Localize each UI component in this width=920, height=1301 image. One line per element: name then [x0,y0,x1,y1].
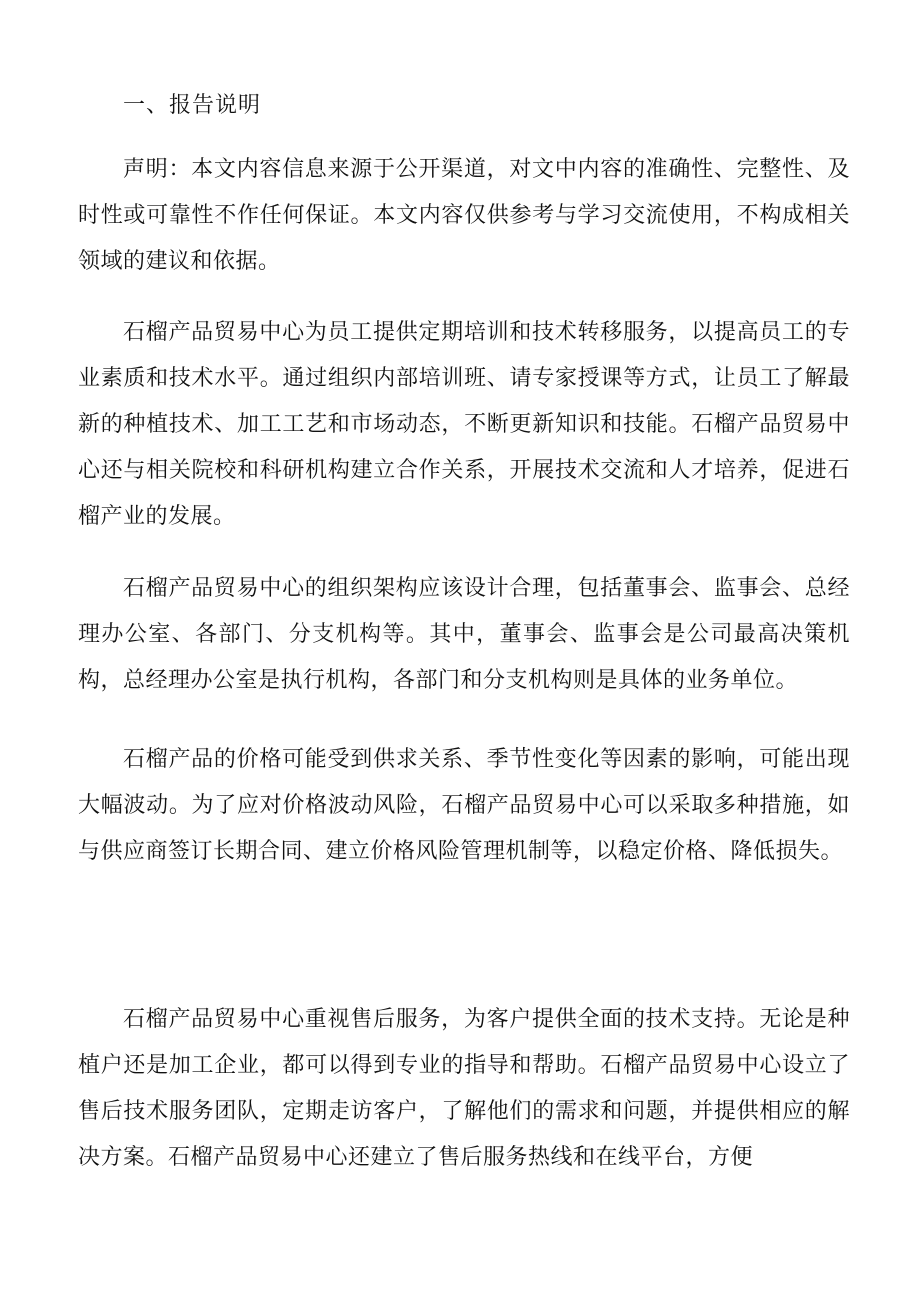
section-heading: 一、报告说明 [123,93,262,118]
training-paragraph: 石榴产品贸易中心为员工提供定期培训和技术转移服务，以提高员工的专业素质和技术水平。通过组织内部培训班、请专家授课等方式，让员工了解最新的种植技术、加工工艺和市场动态，不断更新知识和技能。石榴产品贸易中心还与相关院校和科研机构建立合作关系，开展技术交流和人才培养，促进石榴产业的发展。 [78,320,850,529]
organization-paragraph: 石榴产品贸易中心的组织架构应该设计合理，包括董事会、监事会、总经理办公室、各部门、分支机构等。其中，董事会、监事会是公司最高决策机构，总经理办公室是执行机构，各部门和分支机构则是具体的业务单位。 [78,576,850,693]
price-risk-paragraph: 石榴产品的价格可能受到供求关系、季节性变化等因素的影响，可能出现大幅波动。为了应对价格波动风险，石榴产品贸易中心可以采取多种措施，如与供应商签订长期合同、建立价格风险管理机制等，以稳定价格、降低损失。 [78,747,850,864]
after-sales-paragraph: 石榴产品贸易中心重视售后服务，为客户提供全面的技术支持。无论是种植户还是加工企业，都可以得到专业的指导和帮助。石榴产品贸易中心设立了售后技术服务团队，定期走访客户，了解他们的需求和问题，并提供相应的解决方案。石榴产品贸易中心还建立了售后服务热线和在线平台，方便 [78,1007,850,1170]
disclaimer-paragraph: 声明：本文内容信息来源于公开渠道，对文中内容的准确性、完整性、及时性或可靠性不作任何保证。本文内容仅供参考与学习交流使用，不构成相关领域的建议和依据。 [78,157,850,274]
